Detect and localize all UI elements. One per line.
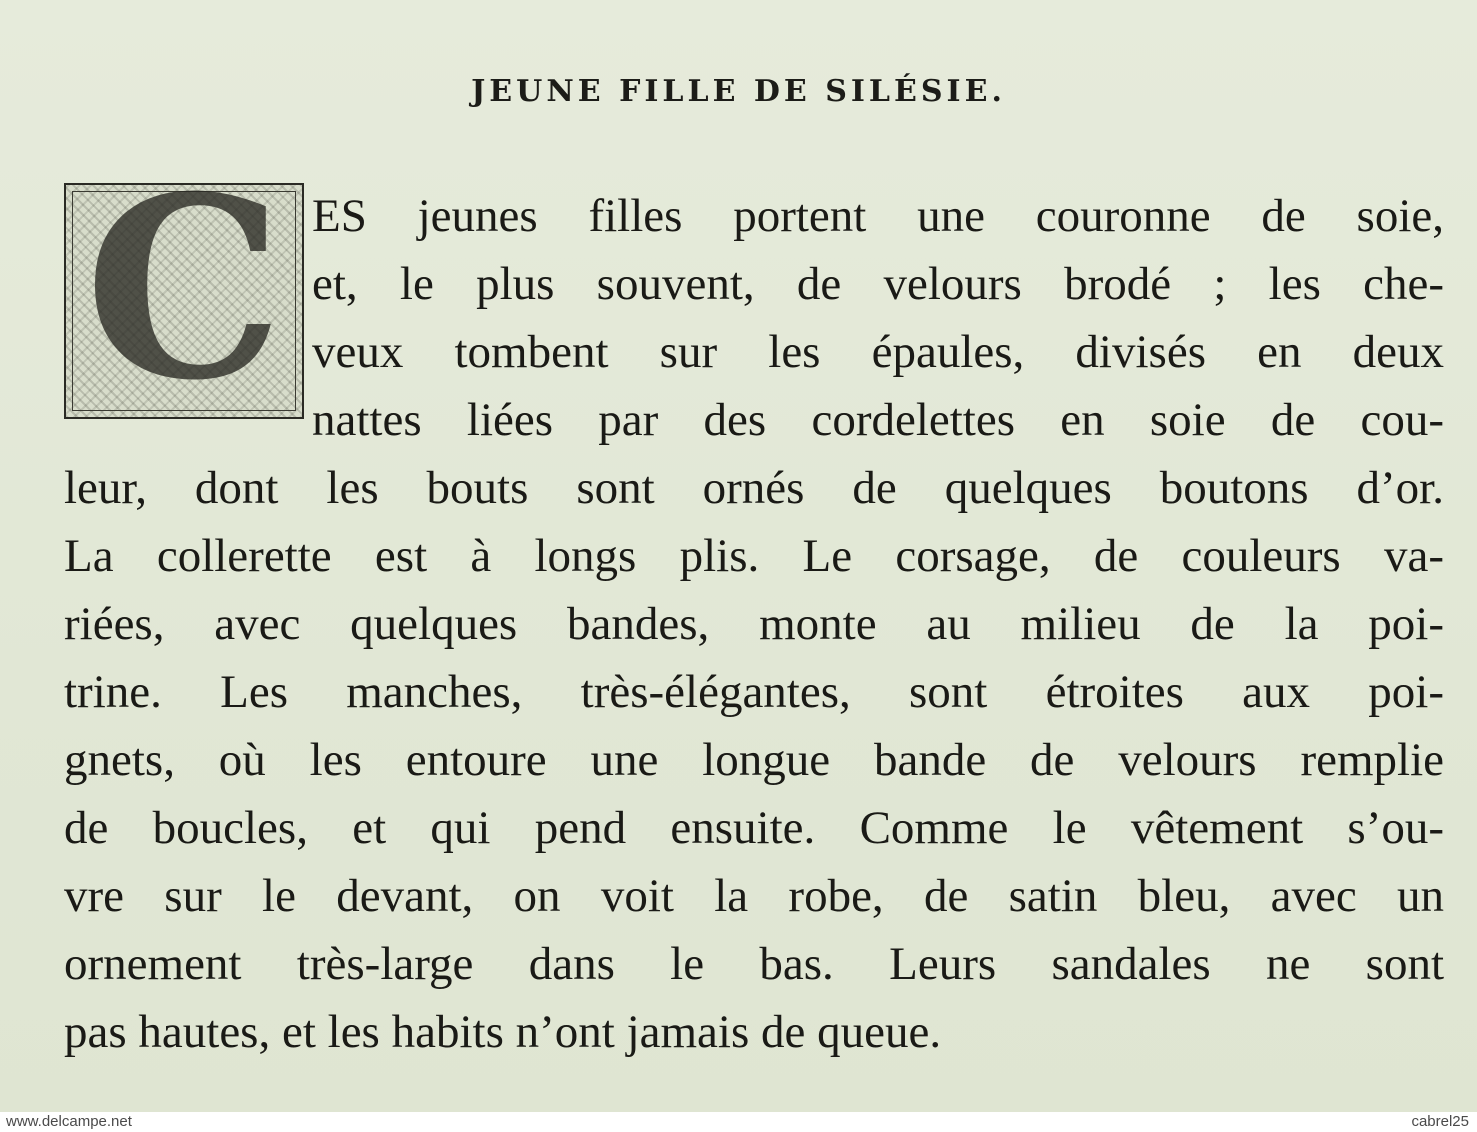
body-text [64,183,1444,1083]
seller-watermark: cabrel25 [1411,1113,1469,1130]
text-line: La collerette est à longs plis. Le corsage, de couleurs va- [64,530,1444,582]
text-line: riées, avec quelques bandes, monte au milieu de la poi- [64,598,1444,650]
text-line: vre sur le devant, on voit la robe, de satin bleu, avec un [64,870,1444,922]
text-line: trine. Les manches, très-élégantes, sont étroites aux poi- [64,666,1444,718]
page-title: JEUNE FILLE DE SILÉSIE. [471,74,1006,109]
text-line: de boucles, et qui pend ensuite. Comme le vêtement s’ou- [64,802,1444,854]
site-watermark: www.delcampe.net [6,1113,132,1130]
drop-cap-letter: C [84,183,284,419]
text-line: nattes liées par des cordelettes en soie de cou- [312,394,1444,446]
text-line: ornement très-large dans le bas. Leurs sandales ne sont [64,938,1444,990]
text-line: pas hautes, et les habits n’ont jamais de queue. [64,1006,942,1058]
text-line: leur, dont les bouts sont ornés de quelques boutons d’or. [64,462,1444,514]
watermark-bar [0,1112,1477,1132]
text-line: ES jeunes filles portent une couronne de soie, [312,190,1444,242]
text-line: gnets, où les entoure une longue bande de velours remplie [64,734,1444,786]
ornamental-drop-cap [64,183,304,419]
text-line: et, le plus souvent, de velours brodé ; les che- [312,258,1444,310]
text-line: veux tombent sur les épaules, divisés en deux [312,326,1444,378]
